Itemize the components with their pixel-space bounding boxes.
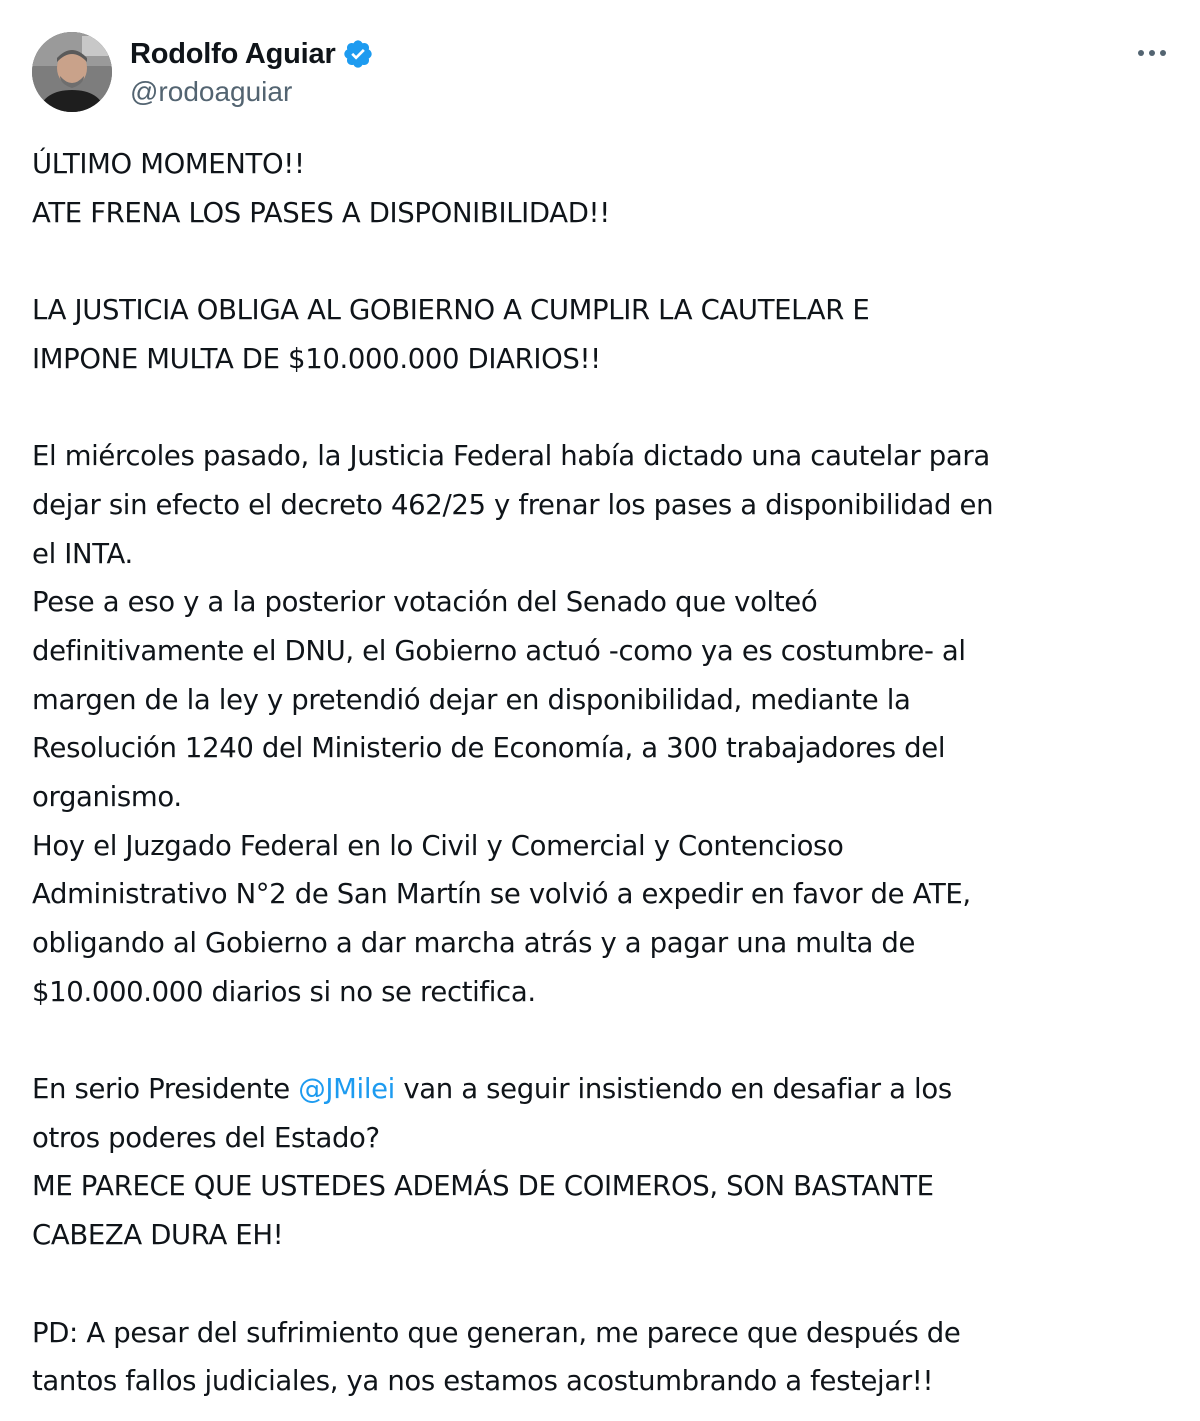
more-options-icon xyxy=(1137,49,1167,57)
text-line: ÚLTIMO MOMENTO!! xyxy=(32,148,305,180)
text-line: el INTA. xyxy=(32,537,133,570)
text-line: ATE FRENA LOS PASES A DISPONIBILIDAD!! xyxy=(32,196,610,229)
text-line: Pese a eso y a la posterior votación del Senado que volteó xyxy=(32,586,818,619)
display-name-row xyxy=(130,34,374,74)
text-line: Resolución 1240 del Ministerio de Economía, a 300 trabajadores del xyxy=(32,732,946,765)
avatar[interactable] xyxy=(32,32,112,112)
avatar-image xyxy=(32,32,112,112)
author-names xyxy=(130,34,374,108)
more-options-button[interactable] xyxy=(1132,38,1172,68)
paragraph-break xyxy=(32,383,1177,432)
tweet-header xyxy=(32,30,1172,116)
text-line: CABEZA DURA EH! xyxy=(32,1219,284,1252)
text-line: ME PARECE QUE USTEDES ADEMÁS DE COIMEROS, SON BASTANTE xyxy=(32,1170,934,1203)
text-line: tantos fallos judiciales, ya nos estamos acostumbrando a festejar!! xyxy=(32,1365,934,1398)
text-line: El miércoles pasado, la Justicia Federal había dictado una cautelar para xyxy=(32,440,990,473)
paragraph-break xyxy=(32,1016,1177,1065)
text-line: definitivamente el DNU, el Gobierno actuó -como ya es costumbre- al xyxy=(32,634,966,667)
verified-badge-icon xyxy=(342,38,374,70)
text-line: dejar sin efecto el decreto 462/25 y frenar los pases a disponibilidad en xyxy=(32,488,994,521)
text-line: $10.000.000 diarios si no se rectifica. xyxy=(32,975,536,1008)
paragraph-break xyxy=(32,237,1177,286)
text-line: IMPONE MULTA DE $10.000.000 DIARIOS!! xyxy=(32,342,601,375)
text-segment: En serio Presidente xyxy=(32,1073,299,1106)
text-line: margen de la ley y pretendió dejar en disponibilidad, mediante la xyxy=(32,683,911,716)
author-handle[interactable]: @rodoaguiar xyxy=(130,76,293,107)
text-line-with-mention xyxy=(32,1065,1177,1114)
text-line: organismo. xyxy=(32,780,182,813)
text-line: LA JUSTICIA OBLIGA AL GOBIERNO A CUMPLIR LA CAUTELAR E xyxy=(32,294,870,327)
text-line: PD: A pesar del sufrimiento que generan, me parece que después de xyxy=(32,1316,961,1349)
tweet-text xyxy=(32,140,1177,1406)
display-name[interactable]: Rodolfo Aguiar xyxy=(130,37,336,70)
text-line: otros poderes del Estado? xyxy=(32,1121,380,1154)
text-line: Hoy el Juzgado Federal en lo Civil y Comercial y Contencioso xyxy=(32,829,844,862)
text-line: Administrativo N°2 de San Martín se volvió a expedir en favor de ATE, xyxy=(32,878,971,911)
paragraph-break xyxy=(32,1260,1177,1309)
mention-link[interactable]: @JMilei xyxy=(298,1073,395,1106)
text-line: obligando al Gobierno a dar marcha atrás y a pagar una multa de xyxy=(32,927,916,959)
text-segment: van a seguir insistiendo en desafiar a los xyxy=(394,1073,952,1106)
